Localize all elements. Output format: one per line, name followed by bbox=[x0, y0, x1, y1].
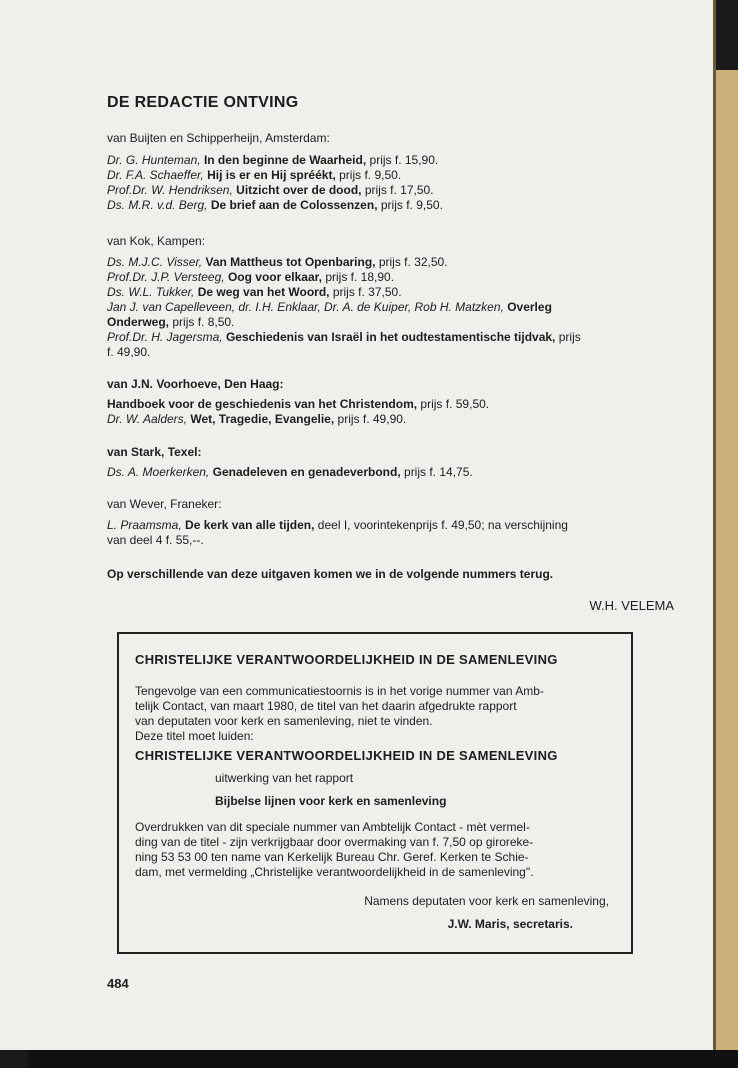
notice-signature-name: J.W. Maris, secretaris. bbox=[447, 917, 573, 931]
closing-note: Op verschillende van deze uitgaven komen we in de volgende nummers terug. bbox=[107, 567, 554, 581]
notice-text-line: dam, met vermelding „Christelijke verantwoordelijkheid in de samenleving". bbox=[135, 865, 534, 879]
notice-box bbox=[117, 632, 633, 954]
book-entry: Dr. W. Aalders, Wet, Tragedie, Evangelie, prijs f. 49,90. bbox=[107, 412, 407, 426]
publisher-label: van Buijten en Schipperheijn, Amsterdam: bbox=[107, 131, 330, 145]
notice-text-line: Overdrukken van dit speciale nummer van Ambtelijk Contact - mèt vermel- bbox=[135, 820, 530, 834]
book-entry: Handboek voor de geschiedenis van het Christendom, prijs f. 59,50. bbox=[107, 397, 490, 411]
publisher-label: van Wever, Franeker: bbox=[107, 497, 222, 511]
book-entry: Jan J. van Capelleveen, dr. I.H. Enklaar, Dr. A. de Kuiper, Rob H. Matzken, Overleg bbox=[107, 300, 552, 314]
notice-text-line: Tengevolge van een communicatiestoornis is in het vorige nummer van Amb- bbox=[135, 684, 544, 698]
book-entry: Dr. G. Hunteman, In den beginne de Waarheid, prijs f. 15,90. bbox=[107, 153, 439, 167]
notice-subtitle: uitwerking van het rapport bbox=[215, 771, 354, 785]
notice-text-line: telijk Contact, van maart 1980, de titel van het daarin afgedrukte rapport bbox=[135, 699, 517, 713]
book-entry: Prof.Dr. J.P. Versteeg, Oog voor elkaar, prijs f. 18,90. bbox=[107, 270, 395, 284]
notice-title-repeat: CHRISTELIJKE VERANTWOORDELIJKHEID IN DE SAMENLEVING bbox=[135, 748, 558, 763]
publisher-label: van Kok, Kampen: bbox=[107, 234, 206, 248]
book-entry: Ds. M.J.C. Visser, Van Mattheus tot Openbaring, prijs f. 32,50. bbox=[107, 255, 448, 269]
book-entry: Prof.Dr. W. Hendriksen, Uitzicht over de dood, prijs f. 17,50. bbox=[107, 183, 434, 197]
page-edge bbox=[713, 0, 738, 1050]
book-entry: L. Praamsma, De kerk van alle tijden, deel I, voorintekenprijs f. 49,50; na verschijning bbox=[107, 518, 568, 532]
book-entry-continued: van deel 4 f. 55,--. bbox=[107, 533, 204, 547]
book-entry: Ds. M.R. v.d. Berg, De brief aan de Colossenzen, prijs f. 9,50. bbox=[107, 198, 443, 212]
signature: W.H. VELEMA bbox=[589, 598, 674, 613]
scan-border bbox=[28, 1050, 738, 1068]
book-entry: Dr. F.A. Schaeffer, Hij is er en Hij spréékt, prijs f. 9,50. bbox=[107, 168, 402, 182]
publisher-label: van Stark, Texel: bbox=[107, 445, 202, 459]
publisher-label: van J.N. Voorhoeve, Den Haag: bbox=[107, 377, 284, 391]
page-number: 484 bbox=[107, 976, 129, 991]
notice-text-line: ding van de titel - zijn verkrijgbaar door overmaking van f. 7,50 op giroreke- bbox=[135, 835, 534, 849]
notice-text-line: van deputaten voor kerk en samenleving, niet te vinden. bbox=[135, 714, 433, 728]
book-entry-continued: Onderweg, prijs f. 8,50. bbox=[107, 315, 235, 329]
notice-text-line: ning 53 53 00 ten name van Kerkelijk Bureau Chr. Geref. Kerken te Schie- bbox=[135, 850, 529, 864]
page-title: DE REDACTIE ONTVING bbox=[107, 94, 299, 111]
book-entry: Ds. W.L. Tukker, De weg van het Woord, prijs f. 37,50. bbox=[107, 285, 402, 299]
notice-subtitle-bold: Bijbelse lijnen voor kerk en samenleving bbox=[215, 794, 447, 808]
book-entry: Prof.Dr. H. Jagersma, Geschiedenis van Israël in het oudtestamentische tijdvak, prijs bbox=[107, 330, 581, 344]
page-edge-shadow bbox=[713, 0, 716, 1050]
book-entry-continued: f. 49,90. bbox=[107, 345, 151, 359]
book-entry: Ds. A. Moerkerken, Genadeleven en genadeverbond, prijs f. 14,75. bbox=[107, 465, 473, 479]
notice-title: CHRISTELIJKE VERANTWOORDELIJKHEID IN DE SAMENLEVING bbox=[135, 652, 558, 667]
scan-corner bbox=[716, 0, 738, 70]
notice-signature: Namens deputaten voor kerk en samenleving, bbox=[364, 894, 609, 908]
notice-text-line: Deze titel moet luiden: bbox=[135, 729, 254, 743]
